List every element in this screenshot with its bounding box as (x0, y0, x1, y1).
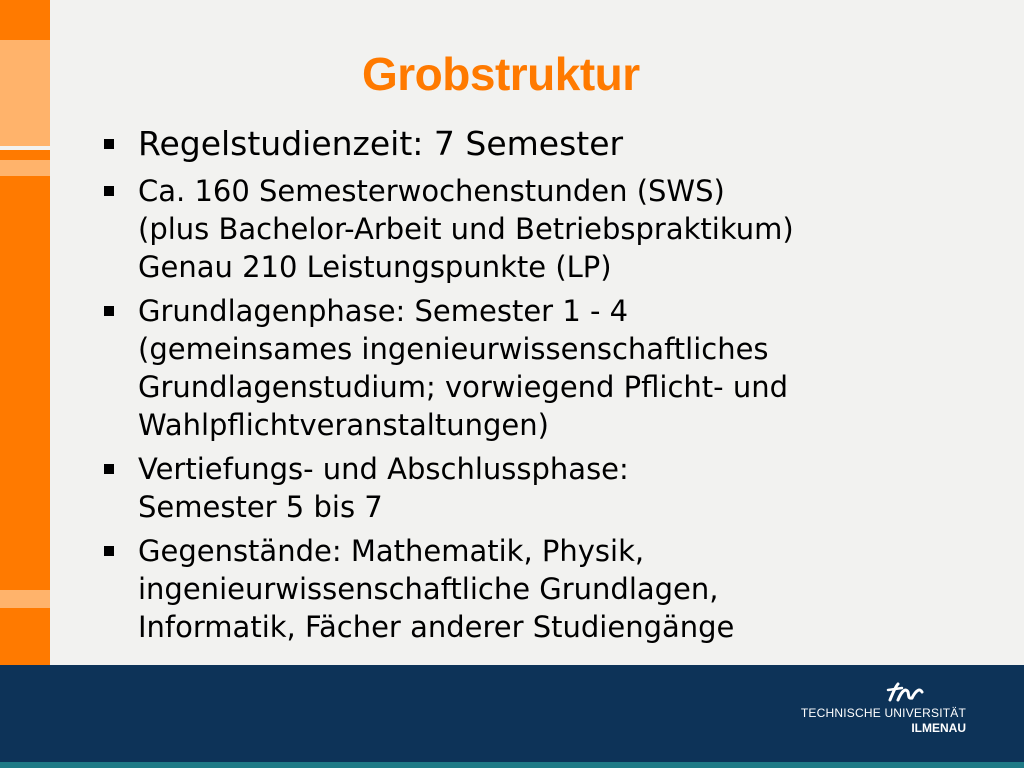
bullet-text: Regelstudienzeit: 7 Semester (138, 124, 624, 163)
square-bullet-icon (104, 546, 114, 556)
bullet-text: Ca. 160 Semesterwochenstunden (SWS) (138, 174, 725, 208)
bullet-item (100, 292, 960, 444)
bullet-item (100, 122, 960, 166)
square-bullet-icon (104, 464, 114, 474)
bullet-text: Grundlagenphase: Semester 1 - 4 (138, 294, 629, 328)
bullet-text: (plus Bachelor-Arbeit und Betriebspraktikum) (138, 212, 794, 246)
square-bullet-icon (104, 186, 114, 196)
bullet-text: Vertiefungs- und Abschlussphase: (138, 452, 629, 486)
left-bar-segment (0, 0, 50, 40)
footer-stripe (0, 762, 1024, 768)
bullet-text: Genau 210 Leistungspunkte (LP) (138, 250, 612, 284)
left-bar-segment (0, 46, 50, 146)
bullet-item (100, 532, 960, 646)
left-bar-segment (0, 150, 50, 160)
bullet-item (100, 172, 960, 286)
bullet-text: Semester 5 bis 7 (138, 490, 383, 524)
left-decorative-bar (0, 0, 50, 665)
logo-text-city: ILMENAU (911, 721, 966, 735)
bullet-text: (gemeinsames ingenieurwissenschaftliches (138, 332, 769, 366)
left-bar-segment (0, 160, 50, 176)
left-bar-segment (0, 590, 50, 608)
bullet-text: ingenieurwissenschaftliche Grundlagen, (138, 572, 719, 606)
bullet-text: Informatik, Fächer anderer Studiengänge (138, 610, 735, 644)
bullet-text: Grundlagenstudium; vorwiegend Pflicht- und (138, 370, 789, 404)
square-bullet-icon (104, 139, 114, 149)
left-bar-segment (0, 176, 50, 590)
university-logo (800, 680, 966, 740)
bullet-text: Wahlpflichtveranstaltungen) (138, 408, 549, 442)
bullet-list (100, 122, 960, 646)
left-bar-segment (0, 608, 50, 665)
slide-title: Grobstruktur (362, 48, 640, 100)
square-bullet-icon (104, 306, 114, 316)
tu-ilmenau-logo-icon (886, 680, 926, 706)
bullet-item (100, 450, 960, 526)
bullet-text: Gegenstände: Mathematik, Physik, (138, 534, 645, 568)
logo-text-university: TECHNISCHE UNIVERSITÄT (800, 706, 966, 720)
